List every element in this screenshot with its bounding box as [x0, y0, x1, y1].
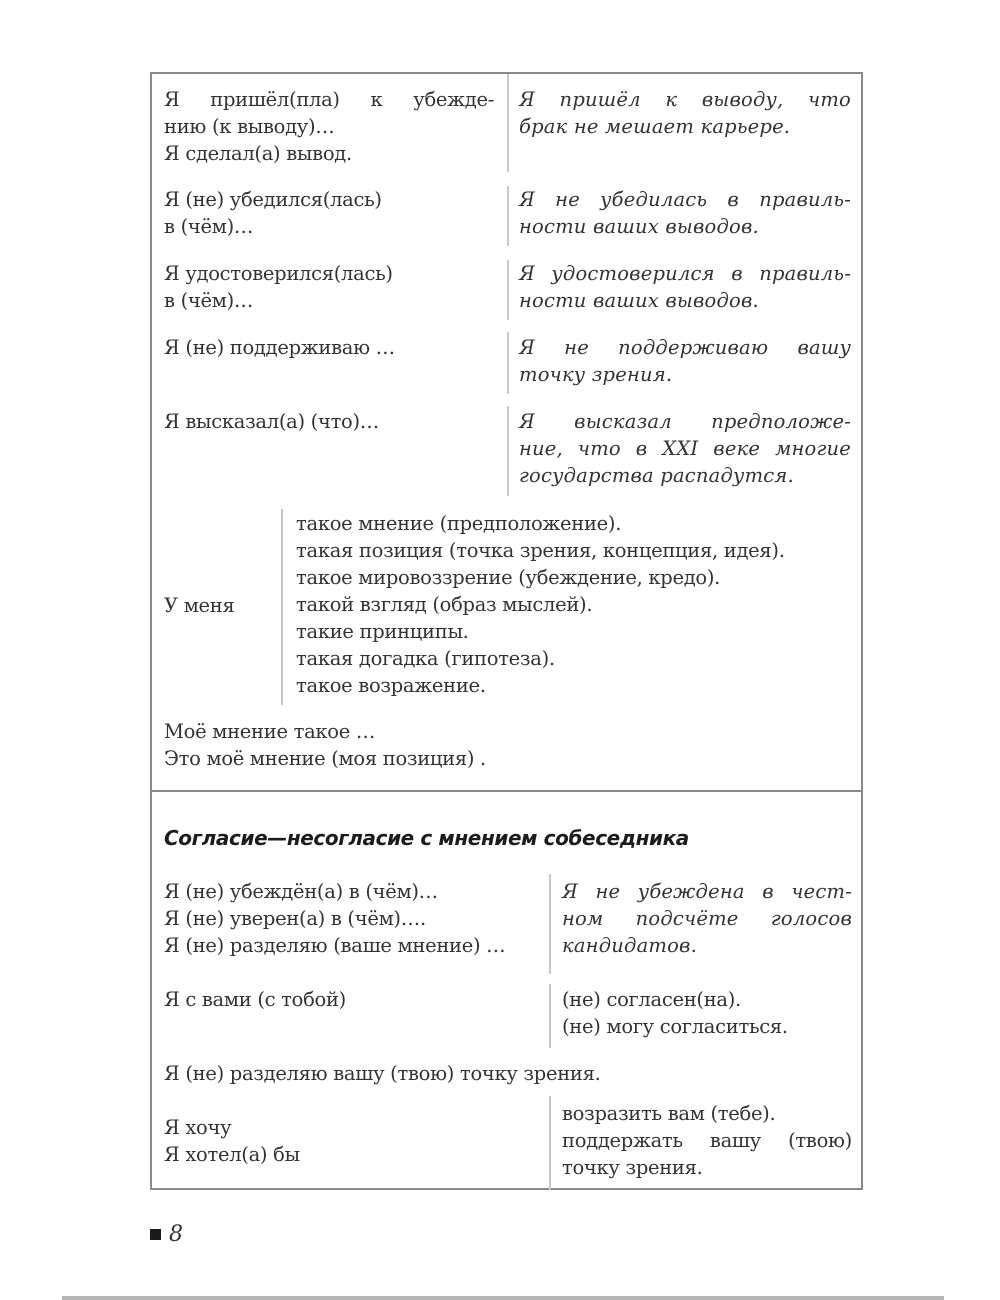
example-line: государства распадутся.: [519, 464, 794, 487]
bottom-rule: [62, 1296, 944, 1300]
phrase-line: Я (не) убеждён(а) в (чём)…: [164, 880, 438, 903]
example-line: точку зрения.: [519, 363, 673, 386]
phrase-line: Это моё мнение (моя позиция) .: [164, 747, 486, 770]
phrase-cell: [164, 1114, 300, 1168]
example-line: Я удостоверился в правиль-: [519, 262, 851, 285]
example-line: Я не поддерживаю вашу: [519, 336, 851, 359]
option-line: такой взгляд (образ мыслей).: [296, 593, 593, 616]
phrase-cell: [164, 334, 395, 361]
continuation-line: поддержать вашу (твою): [562, 1129, 852, 1152]
u-menya-options: [296, 510, 785, 699]
column-divider: [507, 260, 509, 320]
continuation-line: (не) могу согласиться.: [562, 1015, 788, 1038]
phrase-line: Я хотел(а) бы: [164, 1143, 300, 1166]
example-line: ности ваших выводов.: [519, 215, 759, 238]
section-divider: [152, 790, 861, 792]
phrase-line: Я (не) разделяю (ваше мнение) …: [164, 934, 506, 957]
phrase-line: Я удостоверился(лась): [164, 262, 393, 285]
example-cell: [519, 260, 851, 314]
option-line: такая позиция (точка зрения, концепция, идея).: [296, 539, 785, 562]
column-divider: [507, 406, 509, 496]
phrase-cell: [164, 408, 379, 435]
page-footer: [150, 1222, 183, 1247]
phrase-line: Я пришёл(пла) к убежде-: [164, 88, 494, 111]
column-divider: [549, 1096, 551, 1190]
phrase-table-box: [150, 72, 863, 1190]
phrase-line: Я (не) поддерживаю …: [164, 336, 395, 359]
full-width-phrase: Я (не) разделяю вашу (твою) точку зрения.: [164, 1062, 601, 1085]
phrase-line: Я (не) убедился(лась): [164, 188, 382, 211]
phrase-line: Я хочу: [164, 1116, 232, 1139]
example-line: Я высказал предположе-: [519, 410, 851, 433]
example-line: ном подсчёте голосов: [562, 907, 852, 930]
phrase-cell: [164, 86, 494, 167]
column-divider: [549, 984, 551, 1048]
example-cell: [519, 86, 851, 140]
phrase-line: Моё мнение такое …: [164, 720, 376, 743]
section-heading: Согласие—несогласие с мнением собеседника: [164, 826, 689, 850]
phrase-line: в (чём)…: [164, 215, 254, 238]
column-divider: [507, 186, 509, 246]
column-divider: [549, 874, 551, 974]
u-menya-divider: [281, 509, 283, 705]
black-square-icon: [150, 1229, 161, 1240]
column-divider: [507, 332, 509, 394]
phrase-line: Я высказал(а) (что)…: [164, 410, 380, 433]
option-line: такое мнение (предположение).: [296, 512, 622, 535]
option-line: такие принципы.: [296, 620, 469, 643]
option-line: такое возражение.: [296, 674, 486, 697]
example-cell: [519, 334, 851, 388]
option-line: такая догадка (гипотеза).: [296, 647, 555, 670]
closing-phrases: [164, 718, 486, 772]
example-line: ние, что в XXI веке многие: [519, 437, 851, 460]
example-line: Я не убедилась в правиль-: [519, 188, 851, 211]
example-line: ности ваших выводов.: [519, 289, 759, 312]
example-line: кандидатов.: [562, 934, 697, 957]
continuation-line: возразить вам (тебе).: [562, 1102, 776, 1125]
example-line: Я не убеждена в чест-: [562, 880, 852, 903]
phrase-line: нию (к выводу)…: [164, 115, 335, 138]
phrase-cell: Я с вами (с тобой): [164, 988, 346, 1011]
option-line: такое мировоззрение (убеждение, кредо).: [296, 566, 721, 589]
phrase-line: в (чём)…: [164, 289, 254, 312]
phrase-cell: [164, 260, 393, 314]
continuation-line: (не) согласен(на).: [562, 988, 741, 1011]
page-number: 8: [169, 1222, 183, 1247]
phrase-cell: [164, 878, 505, 959]
continuation-cell: [562, 986, 788, 1040]
phrase-cell: [164, 186, 382, 240]
example-cell: [562, 878, 852, 959]
phrase-line: Я (не) уверен(а) в (чём)….: [164, 907, 426, 930]
example-line: брак не мешает карьере.: [519, 115, 791, 138]
example-cell: [519, 408, 851, 489]
column-divider: [507, 74, 509, 172]
continuation-line: точку зрения.: [562, 1156, 703, 1179]
example-line: Я пришёл к выводу, что: [519, 88, 851, 111]
example-cell: [519, 186, 851, 240]
phrase-line: Я сделал(а) вывод.: [164, 142, 352, 165]
continuation-cell: [562, 1100, 852, 1181]
u-menya-label: У меня: [164, 594, 235, 617]
